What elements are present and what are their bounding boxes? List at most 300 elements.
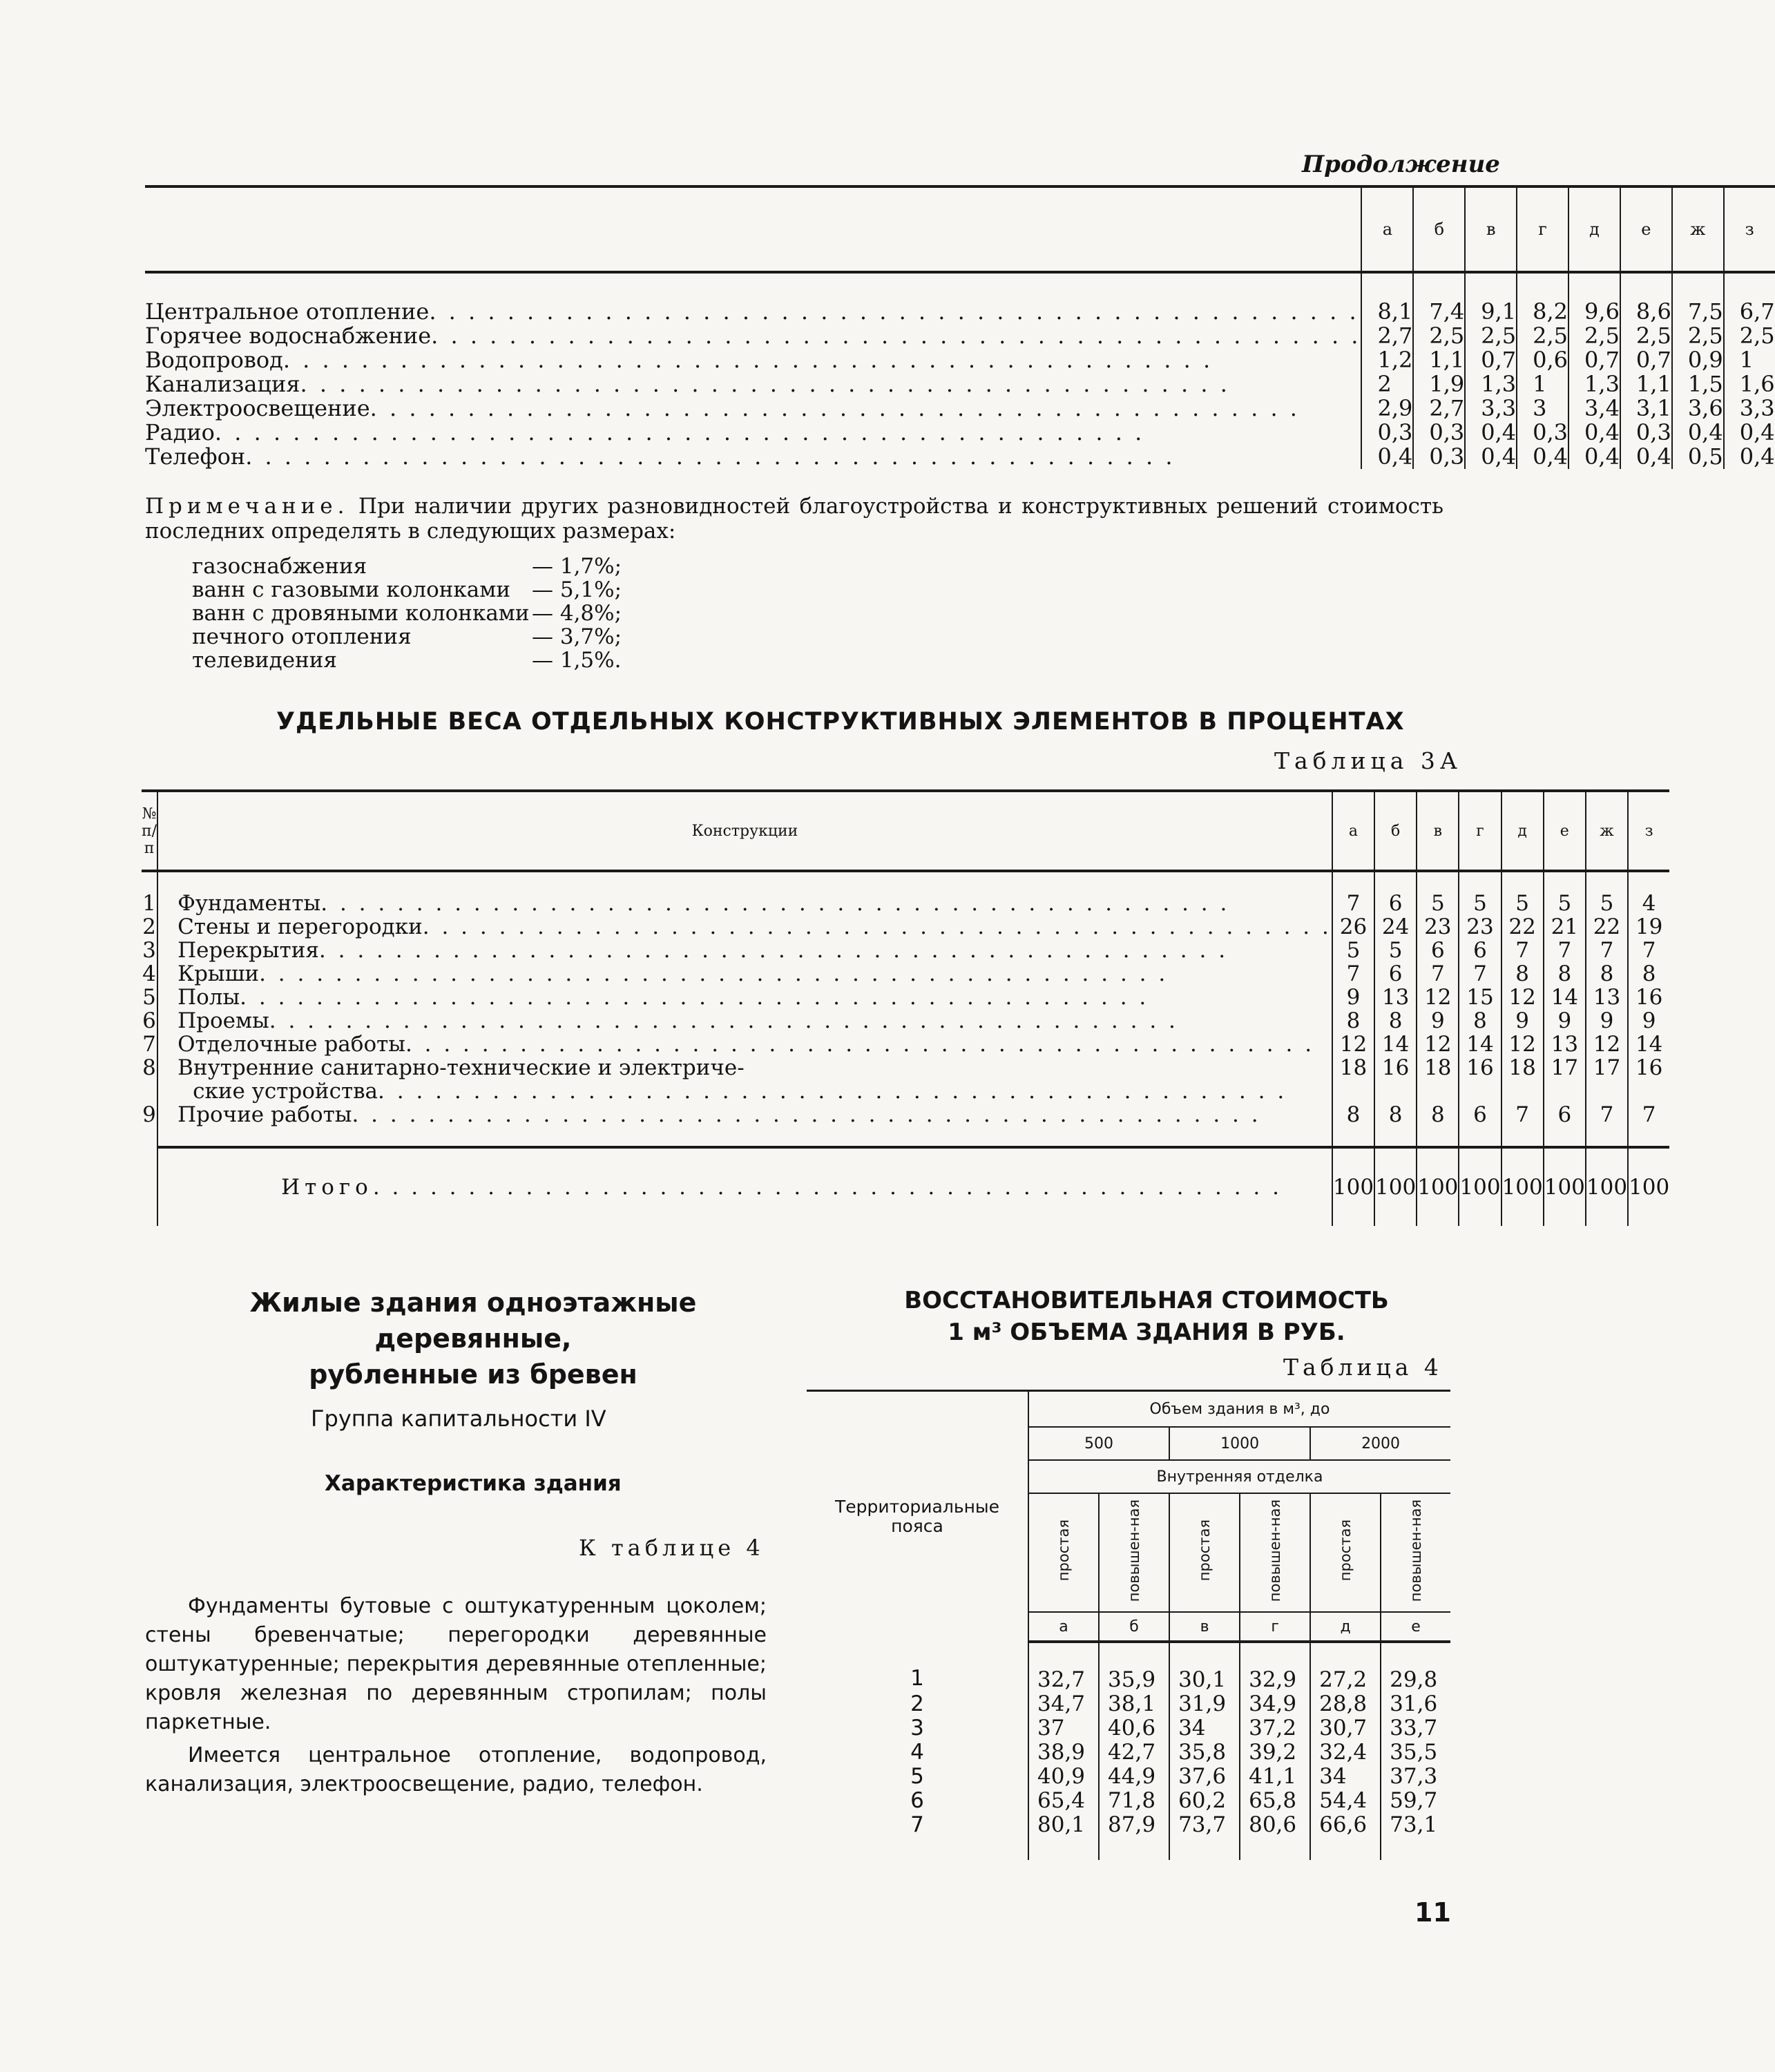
table-cell: 32,4 <box>1310 1740 1381 1765</box>
utilities-table <box>145 185 1775 469</box>
column-header: г <box>1459 791 1501 871</box>
table-cell: 44,9 <box>1099 1765 1169 1789</box>
row-label-text <box>145 324 1361 347</box>
table-cell: 14 <box>1459 1033 1501 1056</box>
table-cell: 39,2 <box>1240 1740 1310 1765</box>
table-row <box>142 1009 1669 1033</box>
column-header: д <box>1568 186 1620 272</box>
table-cell: 0,4 <box>1361 445 1413 469</box>
table-cell: 3,1 <box>1620 396 1672 421</box>
row-number: 5 <box>142 985 156 1010</box>
zone-number: 2 <box>910 1691 924 1716</box>
table-cell: 19 <box>1628 915 1669 939</box>
table-row <box>145 445 1775 469</box>
label-text: Проемы <box>178 1008 269 1033</box>
label-text: Прочие работы <box>178 1102 352 1127</box>
row-label-text <box>178 1009 1332 1033</box>
table-cell: 2,5 <box>1672 324 1724 348</box>
row-label-text <box>145 396 1361 420</box>
table-row <box>145 372 1775 396</box>
table-cell: 32,9 <box>1240 1642 1310 1692</box>
note-item-value: — 3,7%; <box>532 624 622 649</box>
table-cell: 9 <box>1332 986 1374 1009</box>
table-cell: 34,9 <box>1240 1692 1310 1716</box>
table-row <box>142 986 1669 1009</box>
table-cell: 30,1 <box>1169 1642 1240 1692</box>
finish-type <box>1240 1493 1310 1612</box>
structural-elements-table <box>142 789 1669 1226</box>
table-cell: 2,5 <box>1568 324 1620 348</box>
table-cell: 2,5 <box>1620 324 1672 348</box>
table-cell: 5 <box>1544 871 1586 915</box>
table-cell: 16 <box>1628 1056 1669 1103</box>
note-list <box>192 555 622 672</box>
table-cell: 29,8 <box>1381 1642 1450 1692</box>
finish-type-label: повышен-ная <box>1126 1499 1143 1602</box>
dot-leader <box>320 892 1332 915</box>
spacer-cell <box>1628 1126 1669 1147</box>
capital-group: Группа капитальности IV <box>311 1406 606 1432</box>
table-cell: 15 <box>1459 986 1501 1009</box>
row-label <box>157 962 1332 986</box>
column-header: з <box>1724 186 1775 272</box>
table-row <box>145 324 1775 348</box>
label-text: Фундаменты <box>178 891 321 916</box>
row-label-text <box>178 939 1332 962</box>
column-header: в <box>1417 791 1459 871</box>
label-text: Канализация <box>145 371 300 397</box>
dot-leader <box>245 445 1361 468</box>
row-label <box>145 421 1361 445</box>
table-cell: 6 <box>1374 871 1417 915</box>
table-cell: 28,8 <box>1310 1692 1381 1716</box>
row-label <box>145 348 1361 372</box>
total-cell: 100 <box>1332 1147 1374 1226</box>
table-cell: 0,9 <box>1672 348 1724 372</box>
table-cell: 5 <box>1374 939 1417 962</box>
finish-type-label: простая <box>1196 1519 1213 1582</box>
table-cell: 1,3 <box>1568 372 1620 396</box>
to-table-label: К таблице 4 <box>579 1535 765 1561</box>
table-cell: 33,7 <box>1381 1716 1450 1740</box>
column-header: д <box>1310 1612 1381 1642</box>
table-cell: 38,1 <box>1099 1692 1169 1716</box>
table-cell: 0,4 <box>1724 421 1775 445</box>
row-label-text <box>178 962 1332 986</box>
table-cell: 7 <box>1501 1103 1544 1126</box>
column-header: а <box>1361 186 1413 272</box>
table-row <box>145 272 1775 324</box>
table-cell: 30,7 <box>1310 1716 1381 1740</box>
table-cell: 4 <box>1628 871 1669 915</box>
table-cell: 7 <box>1628 939 1669 962</box>
table-cell: 60,2 <box>1169 1789 1240 1813</box>
spacer-row <box>142 1126 1669 1147</box>
description-paragraph: Фундаменты бутовые с оштукатуренным цоколем; стены бревенчатые; перегородки деревянные оштукатуренные; перекрытия деревянные отепленные; кровля железная по деревянным стропилам; полы паркетные. <box>145 1594 767 1734</box>
table-cell: 2,7 <box>1413 396 1465 421</box>
table4-heading-line2: 1 м³ ОБЪЕМА ЗДАНИЯ В РУБ. <box>948 1318 1345 1346</box>
constructions-header: Конструкции <box>157 791 1332 871</box>
row-label <box>145 445 1361 469</box>
table-cell: 35,5 <box>1381 1740 1450 1765</box>
finish-type <box>1099 1493 1169 1612</box>
column-header: а <box>1028 1612 1099 1642</box>
table-cell: 12 <box>1417 986 1459 1009</box>
table-row <box>142 1056 1669 1103</box>
table-cell: 8 <box>1332 1103 1374 1126</box>
table-cell: 65,4 <box>1028 1789 1099 1813</box>
label-text: Перекрытия <box>178 938 319 963</box>
table-cell: 7 <box>1459 962 1501 986</box>
table-cell: 71,8 <box>1099 1789 1169 1813</box>
row-label-text <box>145 421 1361 444</box>
column-header: е <box>1544 791 1586 871</box>
label-text: Радио <box>145 419 215 445</box>
total-label <box>157 1147 1332 1226</box>
table-cell: 16 <box>1374 1056 1417 1103</box>
finish-type <box>1028 1493 1099 1612</box>
label-text: Водопровод <box>145 347 283 373</box>
row-number: 4 <box>142 961 156 986</box>
table-cell: 8 <box>1544 962 1586 986</box>
table-cell: 7 <box>1544 939 1586 962</box>
table-cell: 1,1 <box>1620 372 1672 396</box>
row-number: 9 <box>142 1102 156 1127</box>
zone-number: 3 <box>910 1716 924 1740</box>
spacer-cell <box>142 1147 157 1226</box>
table-cell: 37,2 <box>1240 1716 1310 1740</box>
dot-leader <box>283 348 1361 372</box>
building-title-line2: рубленные из бревен <box>309 1359 637 1390</box>
table-cell: 1,6 <box>1724 372 1775 396</box>
column-header: ж <box>1586 791 1628 871</box>
table-cell: 0,5 <box>1672 445 1724 469</box>
label-text: Крыши <box>178 961 260 986</box>
total-row <box>142 1147 1669 1226</box>
finish-type <box>1310 1493 1381 1612</box>
table-cell: 0,7 <box>1568 348 1620 372</box>
row-label <box>157 1009 1332 1033</box>
label-text: Отделочные работы <box>178 1032 405 1057</box>
table-cell: 2,9 <box>1361 396 1413 421</box>
note-item-value: — 4,8%; <box>532 601 622 626</box>
table-cell: 0,4 <box>1517 445 1568 469</box>
table-cell: 14 <box>1374 1033 1417 1056</box>
table-cell: 7 <box>1417 962 1459 986</box>
table-cell: 12 <box>1501 986 1544 1009</box>
finish-type <box>1169 1493 1240 1612</box>
table-cell: 1 <box>1517 372 1568 396</box>
table-cell: 2,7 <box>1361 324 1413 348</box>
table-cell: 31,6 <box>1381 1692 1450 1716</box>
table-row <box>807 1642 1450 1692</box>
table-cell: 6 <box>1459 939 1501 962</box>
row-label <box>157 871 1332 915</box>
table-cell: 40,6 <box>1099 1716 1169 1740</box>
table-cell: 73,1 <box>1381 1813 1450 1860</box>
table-cell: 6 <box>1459 1103 1501 1126</box>
table-cell: 87,9 <box>1099 1813 1169 1860</box>
table-cell: 13 <box>1586 986 1628 1009</box>
dot-leader <box>429 300 1361 323</box>
table-cell: 8 <box>1501 962 1544 986</box>
table-cell: 8 <box>1586 962 1628 986</box>
table3a-heading: УДЕЛЬНЫЕ ВЕСА ОТДЕЛЬНЫХ КОНСТРУКТИВНЫХ ЭЛЕМЕНТОВ В ПРОЦЕНТАХ <box>276 708 1405 736</box>
table-cell: 37,3 <box>1381 1765 1450 1789</box>
table-header-row <box>142 791 1669 871</box>
row-label <box>145 396 1361 421</box>
row-label-text: Внутренние санитарно-технические и электриче- <box>178 1055 745 1080</box>
table4-caption: Таблица 4 <box>1283 1354 1443 1381</box>
note-item-label: телевидения <box>192 648 337 673</box>
row-label-text <box>145 372 1361 396</box>
table-cell: 37,6 <box>1169 1765 1240 1789</box>
table-cell: 38,9 <box>1028 1740 1099 1765</box>
table-cell: 13 <box>1374 986 1417 1009</box>
table-cell: 17 <box>1586 1056 1628 1103</box>
row-label <box>157 915 1332 939</box>
row-label <box>145 372 1361 396</box>
table-cell: 6 <box>1544 1103 1586 1126</box>
table-cell: 0,4 <box>1568 445 1620 469</box>
table-row <box>142 1103 1669 1126</box>
row-number: 1 <box>142 891 156 916</box>
row-label-text <box>178 1033 1332 1056</box>
table-row <box>142 962 1669 986</box>
column-header: е <box>1620 186 1672 272</box>
table-cell: 0,7 <box>1620 348 1672 372</box>
label-text: Горячее водоснабжение <box>145 323 432 349</box>
row-label <box>157 1033 1332 1056</box>
table-cell: 35,9 <box>1099 1642 1169 1692</box>
table-cell: 14 <box>1628 1033 1669 1056</box>
table-cell: 0,3 <box>1620 421 1672 445</box>
table4-heading-line1: ВОССТАНОВИТЕЛЬНАЯ СТОИМОСТЬ <box>904 1287 1389 1314</box>
table-cell: 65,8 <box>1240 1789 1310 1813</box>
table-cell: 0,6 <box>1517 348 1568 372</box>
zone-number: 7 <box>910 1812 924 1837</box>
table-cell: 23 <box>1459 915 1501 939</box>
table-cell: 22 <box>1501 915 1544 939</box>
dot-leader <box>240 986 1332 1009</box>
finish-type-label: простая <box>1337 1519 1354 1582</box>
dot-leader <box>423 915 1332 939</box>
row-number: 8 <box>142 1055 156 1080</box>
table-cell: 0,7 <box>1465 348 1517 372</box>
zone-header: Территориальные пояса <box>834 1497 1000 1536</box>
total-cell: 100 <box>1374 1147 1417 1226</box>
table3a-caption: Таблица 3А <box>1274 747 1462 774</box>
table-cell: 27,2 <box>1310 1642 1381 1692</box>
table-cell: 34 <box>1169 1716 1240 1740</box>
table-cell: 1 <box>1724 348 1775 372</box>
table-row <box>807 1692 1450 1716</box>
header-spacer <box>145 186 1361 272</box>
table-cell: 9 <box>1544 1009 1586 1033</box>
table-cell: 8 <box>1417 1103 1459 1126</box>
table-cell: 1,2 <box>1361 348 1413 372</box>
row-label-text <box>178 1080 1332 1103</box>
row-label-text <box>178 986 1332 1009</box>
table-cell: 54,4 <box>1310 1789 1381 1813</box>
table-cell: 5 <box>1501 871 1544 915</box>
table-cell: 0,4 <box>1568 421 1620 445</box>
table-cell: 1,9 <box>1413 372 1465 396</box>
table-cell: 16 <box>1459 1056 1501 1103</box>
table-cell: 14 <box>1544 986 1586 1009</box>
column-header: ж <box>1672 186 1724 272</box>
table-row <box>142 915 1669 939</box>
table-cell: 42,7 <box>1099 1740 1169 1765</box>
table-cell: 5 <box>1586 871 1628 915</box>
volume-value: 1000 <box>1169 1427 1310 1460</box>
table-cell: 0,4 <box>1724 445 1775 469</box>
table-cell: 6 <box>1417 939 1459 962</box>
table-cell: 7 <box>1501 939 1544 962</box>
table-cell: 26 <box>1332 915 1374 939</box>
table-cell: 2 <box>1361 372 1413 396</box>
table-cell: 9 <box>1501 1009 1544 1033</box>
finish-type-label: повышен-ная <box>1267 1499 1284 1602</box>
table-cell: 6,7 <box>1724 272 1775 324</box>
note-paragraph <box>145 494 1443 544</box>
spacer-cell <box>1459 1126 1501 1147</box>
table-cell: 31,9 <box>1169 1692 1240 1716</box>
column-header: в <box>1465 186 1517 272</box>
column-header: г <box>1240 1612 1310 1642</box>
row-label <box>145 324 1361 348</box>
table-cell: 5 <box>1332 939 1374 962</box>
table-cell: 16 <box>1628 986 1669 1009</box>
table-cell: 13 <box>1544 1033 1586 1056</box>
table-row <box>807 1740 1450 1765</box>
spacer-cell <box>1586 1126 1628 1147</box>
column-header: г <box>1517 186 1568 272</box>
label-text: ские устройства <box>193 1079 378 1104</box>
table-row <box>807 1765 1450 1789</box>
label-text: Электроосвещение <box>145 395 370 421</box>
table-cell: 3,3 <box>1724 396 1775 421</box>
spacer-cell <box>1332 1126 1374 1147</box>
table-cell: 9 <box>1586 1009 1628 1033</box>
table-cell: 80,1 <box>1028 1813 1099 1860</box>
row-label-text <box>178 892 1332 915</box>
spacer-cell <box>1374 1126 1417 1147</box>
table-row <box>807 1716 1450 1740</box>
table-cell: 12 <box>1586 1033 1628 1056</box>
label-text: Центральное отопление <box>145 298 430 325</box>
volume-header: Объем здания в м³, до <box>1028 1391 1450 1428</box>
note-item-label: печного отопления <box>192 624 412 649</box>
table-cell: 6 <box>1374 962 1417 986</box>
table-cell: 8 <box>1374 1009 1417 1033</box>
table-cell: 12 <box>1332 1033 1374 1056</box>
table-cell: 3,3 <box>1465 396 1517 421</box>
table-cell: 8,1 <box>1361 272 1413 324</box>
spacer-cell <box>157 1126 1332 1147</box>
table-cell: 0,4 <box>1465 421 1517 445</box>
column-header: б <box>1099 1612 1169 1642</box>
table-cell: 73,7 <box>1169 1813 1240 1860</box>
note-item <box>192 578 622 602</box>
finish-header: Внутренняя отделка <box>1028 1460 1450 1493</box>
finish-type <box>1381 1493 1450 1612</box>
note-item <box>192 649 622 672</box>
description-paragraph: Имеется центральное отопление, водопровод, канализация, электроосвещение, радио, телефон. <box>145 1743 767 1796</box>
table-cell: 3,4 <box>1568 396 1620 421</box>
table-cell: 2,5 <box>1517 324 1568 348</box>
table-cell: 21 <box>1544 915 1586 939</box>
table-cell: 8 <box>1332 1009 1374 1033</box>
row-number: 7 <box>142 1032 156 1057</box>
table-cell: 7 <box>1586 939 1628 962</box>
table-cell: 5 <box>1417 871 1459 915</box>
total-cell: 100 <box>1544 1147 1586 1226</box>
table-cell: 8 <box>1459 1009 1501 1033</box>
table-row <box>142 1033 1669 1056</box>
dot-leader <box>319 939 1332 962</box>
note-item <box>192 555 622 578</box>
total-cell: 100 <box>1459 1147 1501 1226</box>
table-cell: 35,8 <box>1169 1740 1240 1765</box>
dot-leader <box>370 396 1361 420</box>
dot-leader <box>405 1033 1332 1056</box>
table-cell: 34 <box>1310 1765 1381 1789</box>
table-cell: 8 <box>1374 1103 1417 1126</box>
note-item <box>192 625 622 649</box>
table-cell: 0,3 <box>1413 445 1465 469</box>
table-cell: 24 <box>1374 915 1417 939</box>
replacement-cost-table <box>807 1390 1450 1860</box>
table-cell: 9 <box>1417 1009 1459 1033</box>
label-text: Полы <box>178 985 240 1010</box>
table-cell: 0,3 <box>1517 421 1568 445</box>
table-cell: 0,4 <box>1465 445 1517 469</box>
table-cell: 23 <box>1417 915 1459 939</box>
table-cell: 18 <box>1417 1056 1459 1103</box>
row-label-text <box>145 445 1361 468</box>
row-label <box>157 1103 1332 1126</box>
dot-leader <box>373 1176 1332 1199</box>
dot-leader <box>300 372 1361 396</box>
spacer-cell <box>1544 1126 1586 1147</box>
table-cell: 0,3 <box>1361 421 1413 445</box>
note-label: Примечание. <box>145 494 349 519</box>
label-text: Итого <box>281 1175 373 1200</box>
table-row <box>145 396 1775 421</box>
table-cell: 9,1 <box>1465 272 1517 324</box>
table-cell: 7 <box>1332 962 1374 986</box>
note-item-label: ванн с газовыми колонками <box>192 577 511 602</box>
note-item-label: газоснабжения <box>192 554 367 579</box>
column-header: а <box>1332 791 1374 871</box>
column-header: е <box>1381 1612 1450 1642</box>
table-cell: 41,1 <box>1240 1765 1310 1789</box>
volume-value: 2000 <box>1310 1427 1450 1460</box>
row-label-text <box>145 348 1361 372</box>
table-row <box>142 871 1669 915</box>
spacer-cell <box>142 1126 157 1147</box>
finish-type-label: повышен-ная <box>1408 1499 1425 1602</box>
table-cell: 7 <box>1332 871 1374 915</box>
column-header: б <box>1374 791 1417 871</box>
note-item <box>192 602 622 625</box>
note-item-value: — 1,7%; <box>532 554 622 579</box>
table-row <box>145 348 1775 372</box>
column-header: б <box>1413 186 1465 272</box>
table-cell: 12 <box>1501 1033 1544 1056</box>
table-cell: 7,4 <box>1413 272 1465 324</box>
